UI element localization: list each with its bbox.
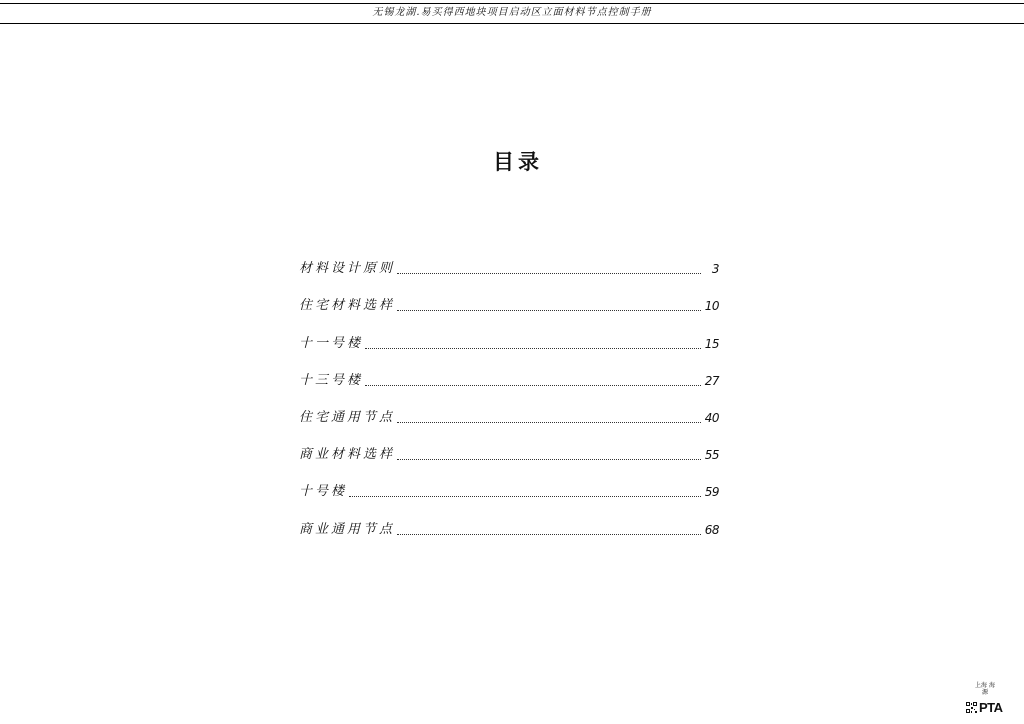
toc-entry[interactable] xyxy=(299,315,719,352)
toc-entry-page: 15 xyxy=(704,336,719,351)
toc-entry-label: 十一号楼 xyxy=(299,335,364,351)
qr-grid-icon xyxy=(966,702,977,713)
toc-entry[interactable] xyxy=(299,427,719,464)
dot-leader xyxy=(349,495,701,497)
dot-leader xyxy=(397,421,701,423)
toc-title: 目录 xyxy=(493,149,543,174)
toc-entry-page: 40 xyxy=(704,410,719,425)
dot-leader xyxy=(397,458,701,460)
toc-entry-page: 27 xyxy=(704,373,719,388)
toc-entry[interactable] xyxy=(299,501,719,538)
toc-entry-label: 住宅材料选样 xyxy=(299,298,396,314)
toc-entry-label: 十三号楼 xyxy=(299,372,364,388)
toc-entry-page: 10 xyxy=(704,299,719,314)
toc-entry[interactable] xyxy=(299,241,719,278)
toc-entry-label: 住宅通用节点 xyxy=(299,409,396,425)
toc-entry-label: 十号楼 xyxy=(299,484,348,500)
dot-leader xyxy=(365,384,701,386)
logo-wordmark: PTA xyxy=(979,700,1003,715)
header-top-rule xyxy=(0,3,1024,4)
dot-leader xyxy=(397,272,701,274)
toc-entry[interactable] xyxy=(299,390,719,427)
toc-entry-page: 68 xyxy=(704,522,719,537)
toc-entry-page: 3 xyxy=(711,262,719,277)
dot-leader xyxy=(365,347,701,349)
toc-entry-label: 商业通用节点 xyxy=(299,521,396,537)
toc-entry[interactable] xyxy=(299,353,719,390)
document-header-title: 无锡龙湖.易买得西地块项目启动区立面材料节点控制手册 xyxy=(372,7,652,18)
table-of-contents xyxy=(299,241,719,539)
toc-entry-page: 59 xyxy=(704,485,719,500)
toc-entry[interactable] xyxy=(299,278,719,315)
toc-entry-label: 商业材料选样 xyxy=(299,447,396,463)
logo-chinese-text: 上海 海源 xyxy=(975,682,995,696)
pta-logo xyxy=(966,682,1006,714)
toc-entry-label: 材料设计原则 xyxy=(299,261,396,277)
header-bottom-rule xyxy=(0,23,1024,24)
dot-leader xyxy=(397,533,701,535)
toc-entry[interactable] xyxy=(299,464,719,501)
toc-entry-page: 55 xyxy=(704,448,719,463)
dot-leader xyxy=(397,309,701,311)
